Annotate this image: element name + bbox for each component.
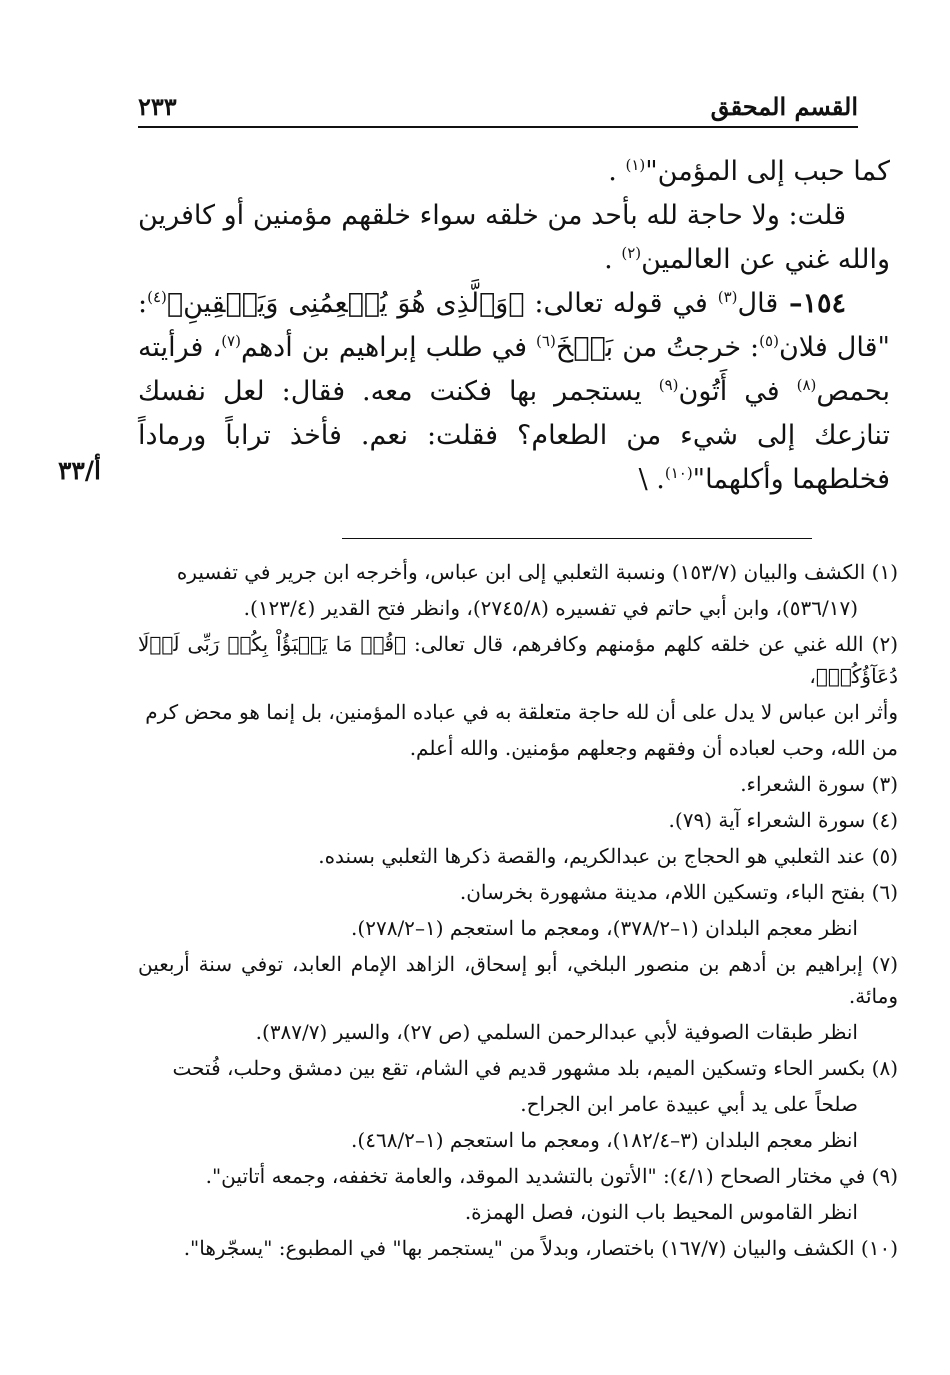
footnote-5: (٥) عند الثعلبي هو الحجاج بن عبدالكريم، والقصة ذكرها الثعلبي بسنده. <box>318 844 898 868</box>
footnote-1-continued: (٥٣٦/١٧)، وابن أبي حاتم في تفسيره (٢٧٤٥/٨)، وانظر فتح القدير (١٢٣/٤). <box>243 596 858 620</box>
footnote-ref-5[interactable]: (٥) <box>759 332 779 350</box>
footnote-9: (٩) في مختار الصحاح (٤/١): "الأتون بالتشديد الموقد، والعامة تخففه، وجمعه أتاتين". <box>205 1164 898 1188</box>
footnote-2-line-3: من الله، وحب لعباده أن وفقهم وجعلهم مؤمنين. والله أعلم. <box>409 736 898 760</box>
footnote-ref-6[interactable]: (٦) <box>536 332 556 350</box>
footnote-ref-7[interactable]: (٧) <box>221 332 241 350</box>
footnote-ref-4[interactable]: (٤) <box>147 288 167 306</box>
footnote-ref-9[interactable]: (٩) <box>658 376 679 394</box>
footnote-4: (٤) سورة الشعراء آية (٧٩). <box>668 808 898 832</box>
footnote-10: (١٠) الكشف والبيان (١٦٧/٧) باختصار، وبدلاً من "يستجمر بها" في المطبوع: "يسجّرها". <box>183 1236 898 1260</box>
footnote-ref-2[interactable]: (٢) <box>621 244 642 262</box>
main-text <box>138 150 890 502</box>
footnote-1: (١) الكشف والبيان (١٥٣/٧) ونسبة الثعلبي إلى ابن عباس، وأخرجه ابن جرير في تفسيره <box>176 560 898 584</box>
footnote-ref-3[interactable]: (٣) <box>717 288 738 306</box>
paragraph-2: قلت: ولا حاجة لله بأحد من خلقه سواء خلقهم مؤمنين أو كافرين والله غني عن العالمين$^{(٢)}$ . <box>138 200 890 275</box>
paragraph-154: ١٥٤– قال$^{(٣)}$ في قوله تعالى: ﴿وَٱلَّذِى هُوَ يُطۡعِمُنِى وَيَسۡقِينِ﴾$^{(٤)}$: "قال فلان$^{(٥)}$: خرجتُ من بَلۡخَ$^{(٦)}$ في طلب إبراهيم بن أدهم$^{(٧)}$، فرأيته بحمص$^{(٨)}$ في أَتُون$^{(٩)}$ يستجمر بها فكنت معه. فقال: لعل نفسك تنازعك إلى شيء من الطعام؟ فقلت: نعم. فأخذ تراباً ورماداً فخلطهما وأكلهما"$^{(١٠)}$. \ <box>138 288 890 495</box>
footnote-8-line-3: انظر معجم البلدان (٣–١٨٢/٤)، ومعجم ما استعجم (١–٤٦٨/٢). <box>351 1128 858 1152</box>
page-header <box>138 88 858 128</box>
entry-number: ١٥٤– <box>778 288 846 319</box>
footnote-7: (٧) إبراهيم بن أدهم بن منصور البلخي، أبو إسحاق، الزاهد الإمام العابد، توفي سنة أربعين ومائة. <box>138 952 899 1008</box>
footnote-2-line-2: وأثر ابن عباس لا يدل على أن لله حاجة متعلقة به في عباده المؤمنين، بل إنما هو محض كرم <box>145 700 898 724</box>
footnote-8-line-2: صلحاً على يد أبي عبيدة عامر ابن الجراح. <box>520 1092 858 1116</box>
footnote-6: (٦) بفتح الباء، وتسكين اللام، مدينة مشهورة بخرسان. <box>459 880 898 904</box>
quran-verse: في قوله تعالى: ﴿وَٱلَّذِى هُوَ يُطۡعِمُنِى وَيَسۡقِينِ﴾ <box>166 288 718 319</box>
footnote-8: (٨) بكسر الحاء وتسكين الميم، بلد مشهور قديم في الشام، تقع بين دمشق وحلب، فُتحت <box>172 1056 898 1080</box>
footnote-2: (٢) الله غني عن خلقه كلهم مؤمنهم وكافرهم، قال تعالى: ﴿قُلۡ مَا يَعۡبَؤُاْ بِكُمۡ رَبِّى لَوۡلَا دُعَآؤُكُمۡ﴾، <box>138 632 898 688</box>
page-number: ٢٣٣ <box>138 92 177 121</box>
footnote-9-continued: انظر القاموس المحيط باب النون، فصل الهمزة. <box>464 1200 858 1224</box>
footnote-3: (٣) سورة الشعراء. <box>740 772 898 796</box>
footnotes <box>138 556 898 1268</box>
footnote-ref-1[interactable]: (١) <box>625 156 646 174</box>
footnote-separator <box>342 538 812 539</box>
footnote-ref-8[interactable]: (٨) <box>796 376 817 394</box>
footnote-ref-10[interactable]: (١٠) <box>664 464 693 482</box>
paragraph-1: كما حبب إلى المؤمن"$^{(١)}$ . <box>608 156 890 187</box>
footnote-7-continued: انظر طبقات الصوفية لأبي عبدالرحمن السلمي (ص ٢٧)، والسير (٣٨٧/٧). <box>255 1020 858 1044</box>
manuscript-folio-marker: أ/٣٣ <box>58 456 101 485</box>
section-title: القسم المحقق <box>710 92 858 121</box>
footnote-6-continued: انظر معجم البلدان (١–٣٧٨/٢)، ومعجم ما استعجم (١–٢٧٨/٢). <box>351 916 858 940</box>
